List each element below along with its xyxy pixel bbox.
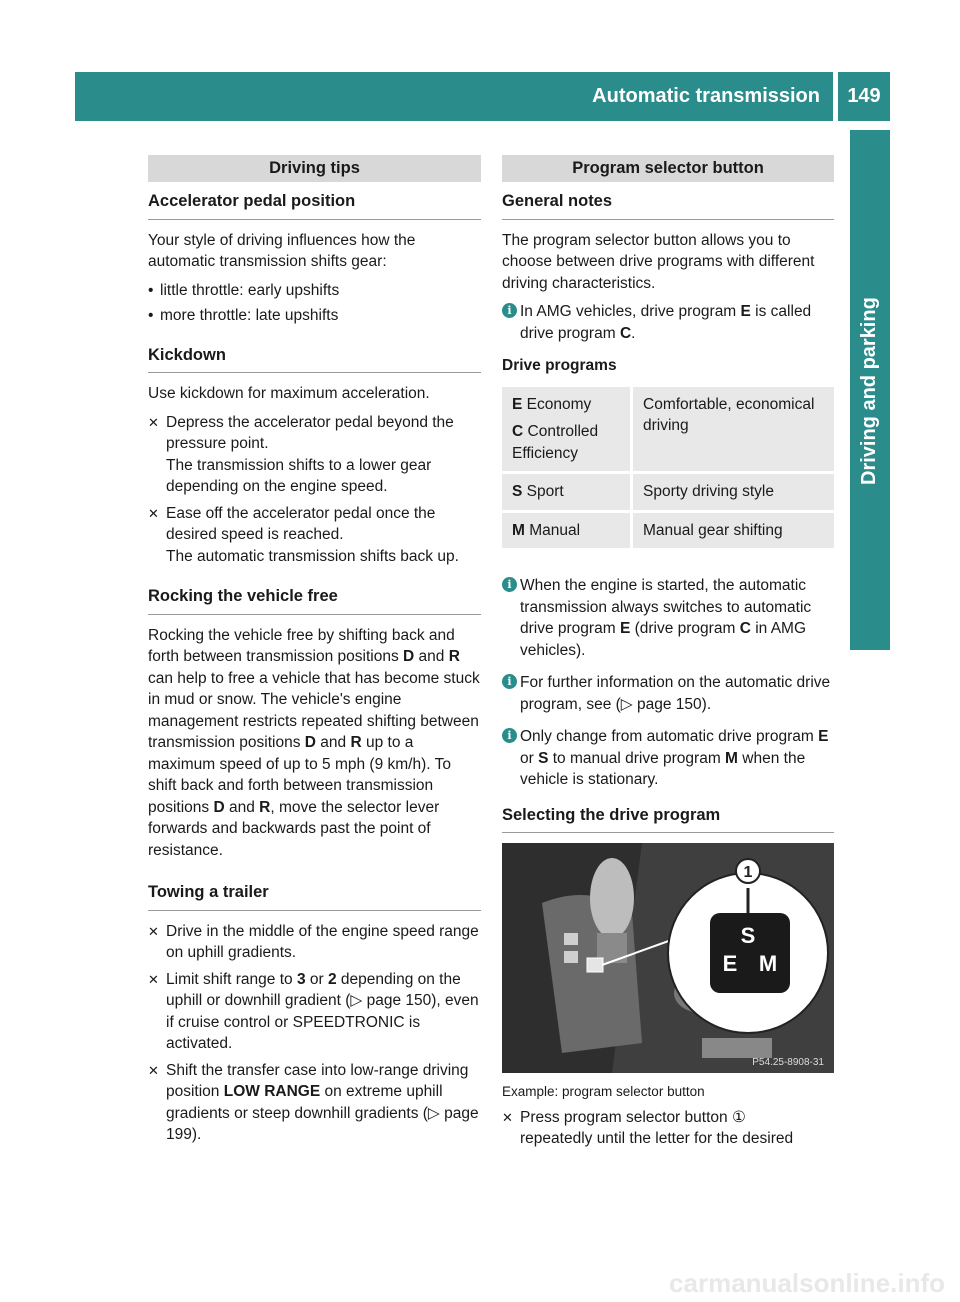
selector-photo — [502, 843, 834, 1073]
step-item: ✕ Press program selector button ① repeatedly until the letter for the desired — [502, 1108, 794, 1147]
table-row — [502, 387, 834, 473]
page-title: Automatic transmission — [592, 85, 820, 107]
button-letter-m: M — [758, 951, 778, 976]
left-column — [148, 155, 481, 1151]
accel-intro: Your style of driving influences how the automatic transmission shifts gear: — [148, 231, 416, 270]
general-intro: The program selector button allows you to choose between drive programs with different driving characteristics. — [502, 231, 815, 292]
info-note: i In AMG vehicles, drive program E is called drive program C. — [502, 301, 834, 344]
step-item — [148, 503, 481, 568]
page-number: 149 — [838, 72, 890, 121]
step-text: Ease off the accelerator pedal once the desired speed is reached. — [166, 504, 436, 543]
step-arrow-icon: ✕ — [148, 971, 159, 987]
step-arrow-icon: ✕ — [148, 414, 159, 430]
selector-illustration — [502, 843, 834, 1073]
info-note: i Only change from automatic drive program E or S to manual drive program M when the vehicle is stationary. — [502, 726, 834, 791]
list-item: • more throttle: late upshifts — [148, 305, 481, 327]
watermark: carmanualsonline.info — [669, 1268, 945, 1298]
heading-accelerator: Accelerator pedal position — [148, 191, 481, 220]
table-cell: Comfortable, economical driving — [632, 387, 835, 473]
table-cell: Sporty driving style — [632, 473, 835, 512]
button-letter-e: E — [722, 951, 738, 976]
step-arrow-icon: ✕ — [148, 505, 159, 521]
section-bar-program-selector: Program selector button — [502, 155, 834, 182]
table-cell: Manual gear shifting — [632, 511, 835, 550]
photo-code: P54.25-8908-31 — [752, 1057, 824, 1068]
kickdown-intro: Use kickdown for maximum acceleration. — [148, 385, 430, 402]
heading-selecting: Selecting the drive program — [502, 805, 834, 834]
list-item: • little throttle: early upshifts — [148, 280, 481, 302]
step-arrow-icon: ✕ — [148, 923, 159, 939]
step-item: ✕ Drive in the middle of the engine speed range on uphill gradients. — [148, 922, 479, 961]
heading-general-notes: General notes — [502, 191, 834, 220]
section-bar-driving-tips: Driving tips — [148, 155, 481, 182]
chapter-tab-label: Driving and parking — [858, 297, 880, 485]
info-icon: i — [502, 674, 517, 689]
step-item — [148, 412, 481, 498]
button-letter-s: S — [740, 923, 756, 948]
info-icon: i — [502, 728, 517, 743]
heading-rocking: Rocking the vehicle free — [148, 586, 481, 615]
heading-towing: Towing a trailer — [148, 882, 481, 911]
step-item: ✕ Shift the transfer case into low-range driving position LOW RANGE on extreme uphill gradients or steep downhill gradients (▷ page 199). — [148, 1061, 479, 1143]
right-column — [502, 155, 834, 1155]
step-result: The transmission shifts to a lower gear depending on the engine speed. — [166, 456, 432, 495]
rocking-text: Rocking the vehicle free by shifting back and forth between transmission positions D and R can help to free a vehicle that has become stuck in mud or snow. The vehicle's engine management restricts repeated shifting between transmission positions D and R up to a maximum speed of up to 5 mph (9 km/h). To shift back and forth between transmission positions D and R, move the selector lever forwards and backwards past the point of resistance. — [148, 626, 480, 859]
info-note: i When the engine is started, the automatic transmission always switches to automatic drive program E (drive program C in AMG vehicles). — [502, 575, 834, 661]
table-row — [502, 511, 834, 550]
step-text: Depress the accelerator pedal beyond the pressure point. — [166, 413, 454, 452]
table-cell: M Manual — [502, 511, 632, 550]
table-cell: S Sport — [502, 473, 632, 512]
drive-programs-table — [502, 387, 834, 552]
chapter-tab-label-wrap — [850, 130, 890, 485]
info-icon: i — [502, 303, 517, 318]
heading-drive-programs: Drive programs — [502, 357, 617, 374]
info-note: i For further information on the automatic drive program, see (▷ page 150). — [502, 672, 834, 715]
info-icon: i — [502, 577, 517, 592]
step-arrow-icon: ✕ — [148, 1062, 159, 1078]
photo-caption: Example: program selector button — [502, 1084, 705, 1099]
table-cell: E Economy C Controlled Efficiency — [502, 387, 632, 473]
step-item: ✕ Limit shift range to 3 or 2 depending on the uphill or downhill gradient (▷ page 150), even if cruise control or SPEEDTRONIC is activated. — [148, 970, 479, 1052]
step-arrow-icon: ✕ — [502, 1109, 513, 1125]
callout-number: 1 — [743, 864, 753, 881]
step-result: The automatic transmission shifts back up. — [166, 547, 459, 565]
heading-kickdown: Kickdown — [148, 345, 481, 374]
table-row — [502, 473, 834, 512]
